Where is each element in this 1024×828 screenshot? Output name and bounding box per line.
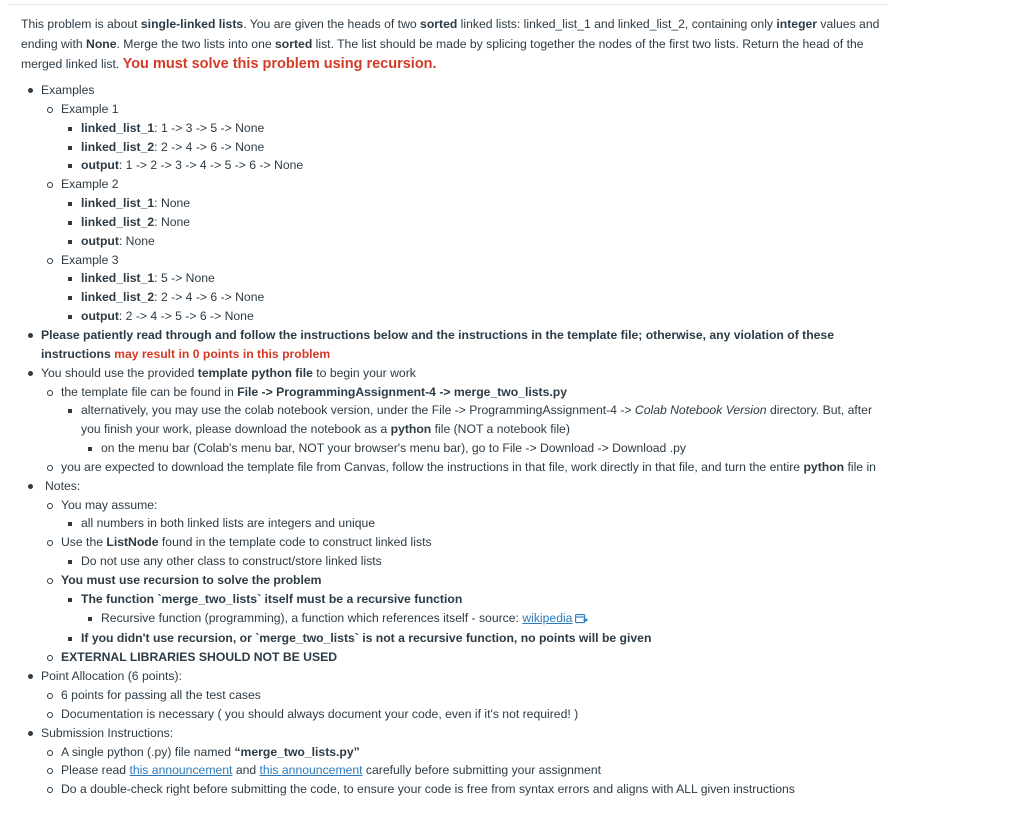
list-item: linked_list_2: None <box>61 213 891 232</box>
template-location: the template file can be found in File -> ProgrammingAssignment-4 -> merge_two_lists.py alternatively, you may use the colab notebook version, under the File -> ProgrammingAssignment-4 -> Colab Notebook Version directory. But, after you finish your work, please download the notebook as a python file (NOT a notebook file) on the menu bar (Colab's menu bar, NOT your browser's menu bar), go to File -> Download -> Download .py <box>41 383 891 458</box>
list-item: You may assume: all numbers in both linked lists are integers and unique <box>41 496 891 534</box>
list-item: You must use recursion to solve the problem The function `merge_two_lists` itself must be a recursive function Recursive function (programming), a function which references itself - source: wikipedia If you didn't use recursion, or `merge_two_lists` is not a recursive function, no points will be given <box>41 571 891 648</box>
list-item: Use the ListNode found in the template code to construct linked lists Do not use any other class to construct/store linked lists <box>41 533 891 571</box>
download-expectation: you are expected to download the template file from Canvas, follow the instructions in that file, work directly in that file, and turn the entire python file in <box>41 458 891 477</box>
announcement-link-1[interactable]: this announcement <box>129 763 233 778</box>
list-item: A single python (.py) file named “merge_two_lists.py” <box>41 743 891 762</box>
patience-warning: Please patiently read through and follow the instructions below and the instructions in the template file; otherwise, any violation of these instructions may result in 0 points in this problem <box>21 326 891 364</box>
list-item: linked_list_2: 2 -> 4 -> 6 -> None <box>61 138 891 157</box>
list-item: Do not use any other class to construct/store linked lists <box>61 552 891 571</box>
list-item: all numbers in both linked lists are integers and unique <box>61 514 891 533</box>
example-2: Example 2 linked_list_1: None linked_list_2: None output: None <box>41 175 891 250</box>
list-item: Please read this announcement and this announcement carefully before submitting your assignment <box>41 761 891 780</box>
list-item: output: 1 -> 2 -> 3 -> 4 -> 5 -> 6 -> None <box>61 156 891 175</box>
recursion-warning: You must solve this problem using recursion. <box>122 56 437 72</box>
list-item: Recursive function (programming), a function which references itself - source: wikipedia <box>81 609 891 630</box>
top-divider <box>8 4 888 5</box>
list-item: Do a double-check right before submitting the code, to ensure your code is free from syntax errors and aligns with ALL given instructions <box>41 780 891 799</box>
list-item: linked_list_2: 2 -> 4 -> 6 -> None <box>61 288 891 307</box>
list-item: Documentation is necessary ( you should always document your code, even if it's not required! ) <box>41 705 891 724</box>
examples-section: Examples Example 1 linked_list_1: 1 -> 3 -> 5 -> None linked_list_2: 2 -> 4 -> 6 -> None output: 1 -> 2 -> 3 -> 4 -> 5 -> 6 -> None Example 2 linked_list_1: None linked_list_2: None output: None Example 3 linked_list_1: 5 -> None linked_list_2: 2 -> 4 -> 6 -> None output: 2 -> 4 -> 5 -> 6 -> None <box>21 81 891 326</box>
example-3: Example 3 linked_list_1: 5 -> None linked_list_2: 2 -> 4 -> 6 -> None output: 2 -> 4 -> 5 -> 6 -> None <box>41 251 891 326</box>
list-item: The function `merge_two_lists` itself must be a recursive function Recursive function (programming), a function which references itself - source: wikipedia <box>61 590 891 630</box>
announcement-link-2[interactable]: this announcement <box>259 763 363 778</box>
list-item: linked_list_1: None <box>61 194 891 213</box>
list-item: output: None <box>61 232 891 251</box>
wikipedia-link[interactable]: wikipedia <box>522 610 573 625</box>
list-item: linked_list_1: 5 -> None <box>61 269 891 288</box>
notes-section: Notes: You may assume: all numbers in both linked lists are integers and unique Use the ListNode found in the template code to construct linked lists Do not use any other class to construct/store linked lists You must use recursion to solve the problem The function `merge_two_lists` itself must be a recursive function Recursive function (programming), a function which references itself - source: wikipedia If you didn't use recursion, or `merge_two_lists` is not a recursive function, no points will be given EXTERNAL LIBRARIES SHOULD NOT BE USED <box>21 477 891 667</box>
list-item: output: 2 -> 4 -> 5 -> 6 -> None <box>61 307 891 326</box>
list-item: EXTERNAL LIBRARIES SHOULD NOT BE USED <box>41 648 891 667</box>
external-link-icon <box>575 611 588 630</box>
template-section: You should use the provided template python file to begin your work the template file can be found in File -> ProgrammingAssignment-4 -> merge_two_lists.py alternatively, you may use the colab notebook version, under the File -> ProgrammingAssignment-4 -> Colab Notebook Version directory. But, after you finish your work, please download the notebook as a python file (NOT a notebook file) on the menu bar (Colab's menu bar, NOT your browser's menu bar), go to File -> Download -> Download .py you are expected to download the template file from Canvas, follow the instructions in that file, work directly in that file, and turn the entire python file in <box>21 364 891 477</box>
download-instructions: on the menu bar (Colab's menu bar, NOT your browser's menu bar), go to File -> Download -> Download .py <box>81 439 891 458</box>
list-item: 6 points for passing all the test cases <box>41 686 891 705</box>
intro-paragraph: This problem is about single-linked lists. You are given the heads of two sorted linked lists: linked_list_1 and linked_list_2, containing only integer values and ending with None. Merge the two lists into one sorted list. The list should be made by splicing together the nodes of the first two lists. Return the head of the merged linked list. You must solve this problem using recursion. <box>21 17 880 72</box>
colab-alternative: alternatively, you may use the colab notebook version, under the File -> ProgrammingAssignment-4 -> Colab Notebook Version directory. But, after you finish your work, please download the notebook as a python file (NOT a notebook file) on the menu bar (Colab's menu bar, NOT your browser's menu bar), go to File -> Download -> Download .py <box>61 401 891 458</box>
example-1: Example 1 linked_list_1: 1 -> 3 -> 5 -> None linked_list_2: 2 -> 4 -> 6 -> None output: 1 -> 2 -> 3 -> 4 -> 5 -> 6 -> None <box>41 100 891 175</box>
points-section: Point Allocation (6 points): 6 points for passing all the test cases Documentation is necessary ( you should always document your code, even if it's not required! ) <box>21 667 891 724</box>
list-item: linked_list_1: 1 -> 3 -> 5 -> None <box>61 119 891 138</box>
list-item: If you didn't use recursion, or `merge_two_lists` is not a recursive function, no points will be given <box>61 629 891 648</box>
instructions-list <box>21 81 891 799</box>
submission-section: Submission Instructions: A single python (.py) file named “merge_two_lists.py” Please read this announcement and this announcement carefully before submitting your assignment Do a double-check right before submitting the code, to ensure your code is free from syntax errors and aligns with ALL given instructions <box>21 724 891 799</box>
assignment-description <box>21 14 891 799</box>
